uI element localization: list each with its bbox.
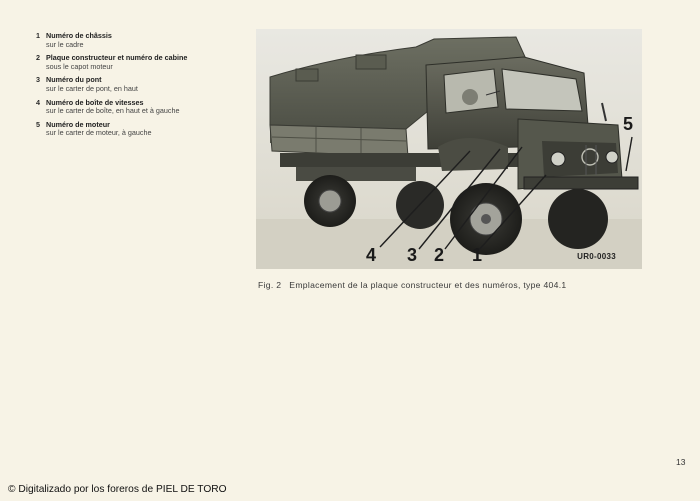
legend-number: 4 [36,97,40,107]
figure-caption [258,280,658,290]
truck-illustration [256,29,642,269]
callout-5: 5 [623,114,634,134]
legend-description: sur le cadre [46,39,84,49]
legend-number: 5 [36,119,40,129]
caption-label: Fig. 2 [258,280,282,290]
legend-item [36,99,246,116]
legend-item [36,54,246,71]
legend-number: 3 [36,75,40,85]
callout-3: 3 [407,245,418,265]
digitization-credit: © Digitalizado por los foreros de PIEL DE TORO [8,484,227,495]
legend-item [36,76,246,93]
truck-photo-figure [256,29,642,269]
legend-description: sur le carter de moteur, à gauche [46,128,152,138]
legend-number: 2 [36,53,40,63]
legend-description: sous le capot moteur [46,61,113,71]
callout-1: 1 [472,245,483,265]
legend-title: Numéro de boîte de vitesses [46,97,144,107]
legend-title: Numéro de châssis [46,31,112,40]
legend-title: Numéro de moteur [46,119,110,129]
callout-2: 2 [434,245,445,265]
legend-item [36,121,246,138]
legend-item [36,32,246,49]
callout-4: 4 [366,245,377,265]
legend-title: Numéro du pont [46,75,102,85]
figure-code: UR0-0033 [577,252,616,261]
legend-list [36,32,246,143]
legend-title: Plaque constructeur et numéro de cabine [46,53,188,63]
legend-number: 1 [36,31,40,40]
caption-text: Emplacement de la plaque constructeur et des numéros, type 404.1 [289,280,567,290]
page-number: 13 [676,457,686,467]
legend-description: sur le carter de pont, en haut [46,83,138,93]
legend-description: sur le carter de boîte, en haut et à gauche [46,106,180,116]
